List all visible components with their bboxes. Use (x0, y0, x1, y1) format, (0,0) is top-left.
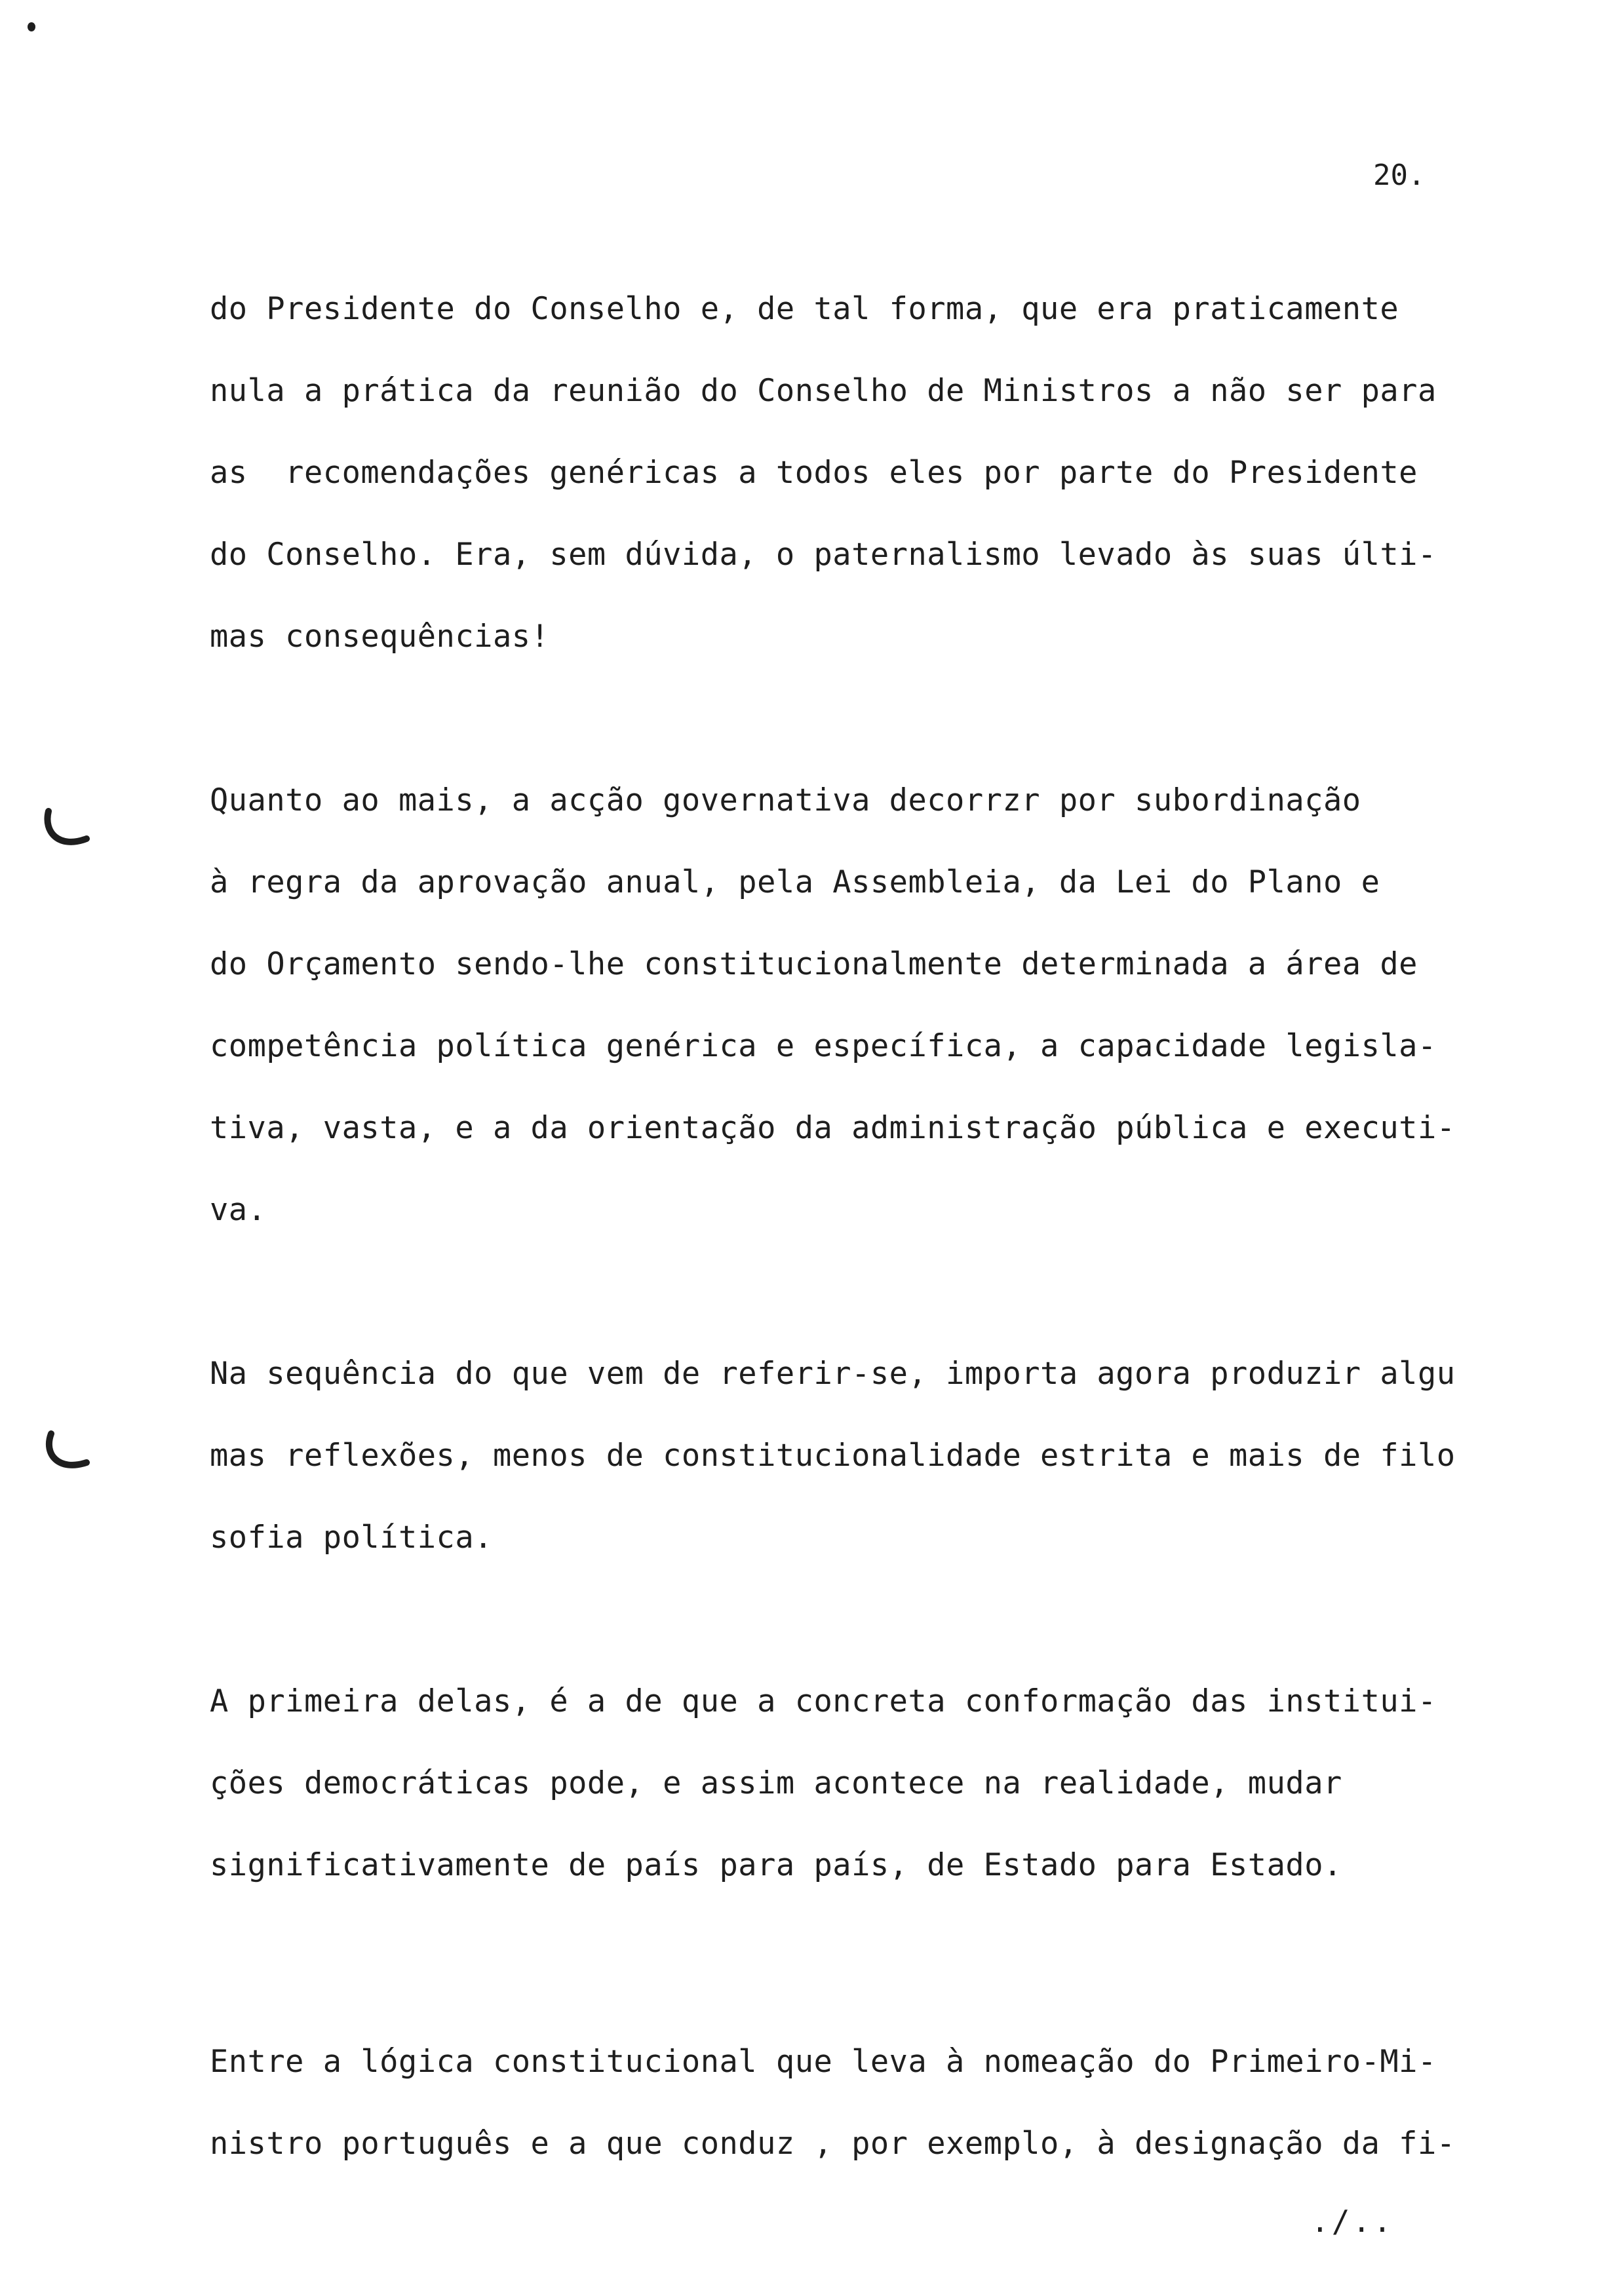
text-line: A primeira delas, é a de que a concreta conformação das institui- (210, 1683, 1437, 1719)
text-line: mas reflexões, menos de constitucionalidade estrita e mais de filo (210, 1438, 1456, 1474)
continuation-mark: ./.. (1311, 2204, 1394, 2239)
text-line: mas consequências! (210, 619, 550, 655)
binder-hole-mark (39, 806, 98, 858)
text-line: Entre a lógica constitucional que leva à nomeação do Primeiro-Mi- (210, 2044, 1437, 2080)
text-line: competência política genérica e específica, a capacidade legisla- (210, 1028, 1437, 1064)
text-line: significativamente de país para país, de Estado para Estado. (210, 1847, 1342, 1883)
text-line: tiva, vasta, e a da orientação da administração pública e executi- (210, 1110, 1456, 1146)
page-number: 20. (1373, 159, 1426, 192)
text-line: va. (210, 1192, 267, 1228)
text-line: do Orçamento sendo-lhe constitucionalmente determinada a área de (210, 946, 1418, 982)
ink-dot-mark (28, 22, 35, 31)
text-line: do Conselho. Era, sem dúvida, o paternalismo levado às suas últi- (210, 537, 1437, 573)
text-line: sofia política. (210, 1520, 493, 1556)
text-line: nistro português e a que conduz , por exemplo, à designação da fi- (210, 2126, 1456, 2162)
binder-hole-mark (39, 1428, 98, 1481)
text-line: nula a prática da reunião do Conselho de Ministros a não ser para (210, 373, 1437, 409)
text-line: à regra da aprovação anual, pela Assembleia, da Lei do Plano e (210, 864, 1380, 900)
text-line: do Presidente do Conselho e, de tal forma, que era praticamente (210, 291, 1399, 327)
text-line: ções democráticas pode, e assim acontece na realidade, mudar (210, 1765, 1342, 1801)
text-line: Quanto ao mais, a acção governativa decorrzr por subordinação (210, 782, 1361, 818)
text-line: Na sequência do que vem de referir-se, importa agora produzir algu (210, 1356, 1456, 1392)
text-line: as recomendações genéricas a todos eles por parte do Presidente (210, 455, 1418, 491)
